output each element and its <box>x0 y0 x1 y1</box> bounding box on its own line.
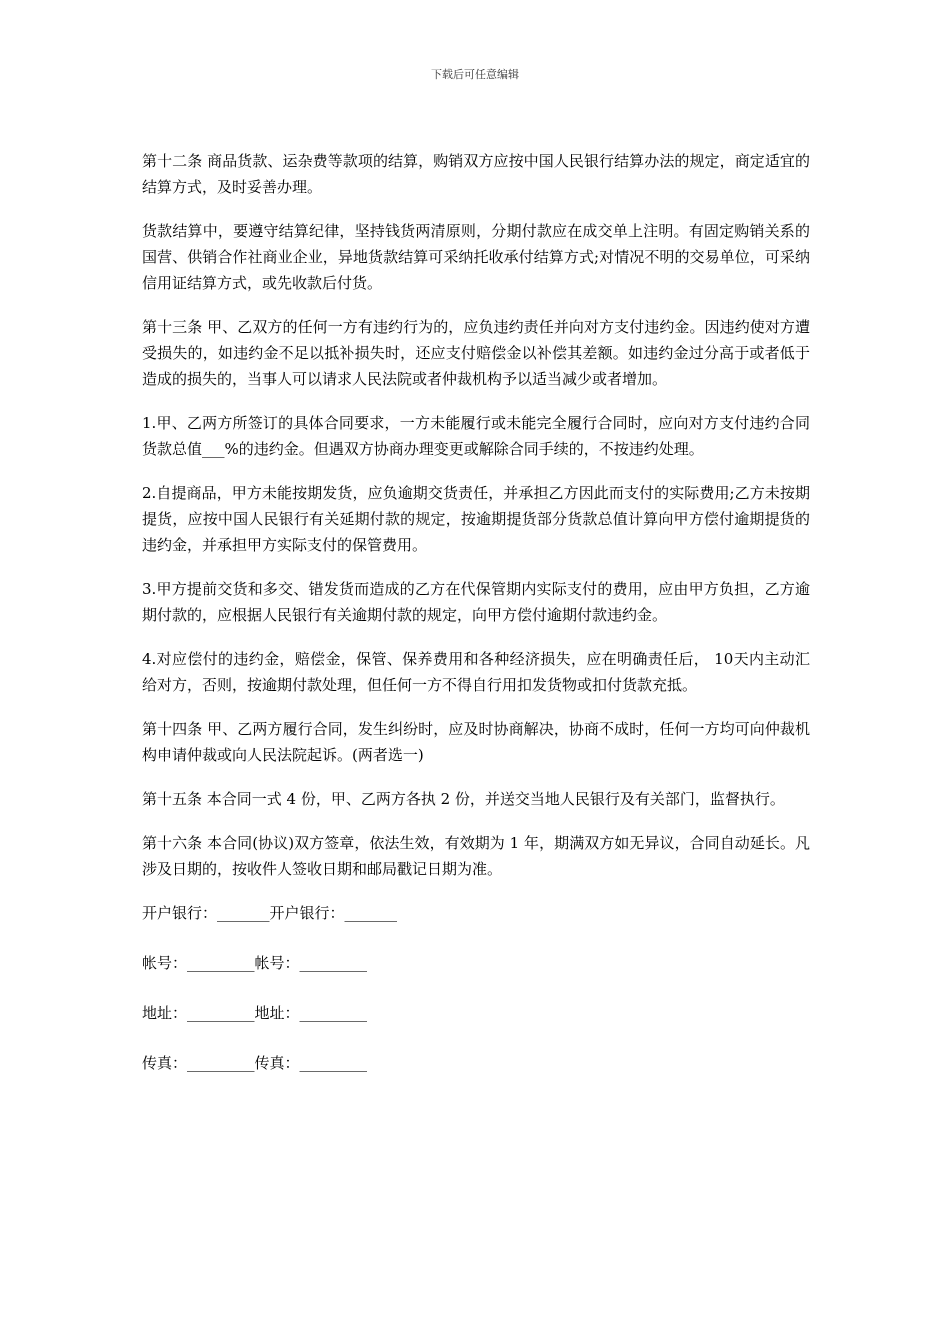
clause-15: 第十五条 本合同一式 4 份，甲、乙两方各执 2 份，并送交当地人民银行及有关部门，监督执行。 <box>142 790 785 808</box>
page-header-note: 下载后可任意编辑 <box>431 68 519 81</box>
fax-field: 传真：_________传真：_________ <box>142 1054 368 1072</box>
account-number-field: 帐号：_________帐号：_________ <box>142 954 368 972</box>
address-field: 地址：_________地址：_________ <box>142 1004 368 1022</box>
clause-13: 第十三条 甲、乙双方的任何一方有违约行为的，应负违约责任并向对方支付违约金。因违约使对方遭受损失的，如违约金不足以抵补损失时，还应支付赔偿金以补偿其差额。如违约金过分高于或者低于造成的损失的，当事人可以请求人民法院或者仲裁机构予以适当减少或者增加。 <box>142 318 810 388</box>
clause-13-item-4: 4.对应偿付的违约金，赔偿金，保管、保养费用和各种经济损失，应在明确责任后， 10天内主动汇给对方，否则，按逾期付款处理，但任何一方不得自行用扣发货物或扣付货款充抵。 <box>142 650 810 694</box>
clause-13-item-1: 1.甲、乙两方所签订的具体合同要求，一方未能履行或未能完全履行合同时，应向对方支付违约合同货款总值___%的违约金。但遇双方协商办理变更或解除合同手续的，不按违约处理。 <box>142 414 810 458</box>
clause-14: 第十四条 甲、乙两方履行合同，发生纠纷时，应及时协商解决，协商不成时，任何一方均可向仲裁机构申请仲裁或向人民法院起诉。(两者选一) <box>142 720 810 764</box>
clause-13-item-3: 3.甲方提前交货和多交、错发货而造成的乙方在代保管期内实际支付的费用，应由甲方负担，乙方逾期付款的，应根据人民银行有关逾期付款的规定，向甲方偿付逾期付款违约金。 <box>142 580 810 624</box>
payment-settlement-paragraph: 货款结算中，要遵守结算纪律，坚持钱货两清原则，分期付款应在成交单上注明。有固定购销关系的国营、供销合作社商业企业，异地货款结算可采纳托收承付结算方式;对情况不明的交易单位，可采纳信用证结算方式，或先收款后付货。 <box>142 222 810 292</box>
clause-12: 第十二条 商品货款、运杂费等款项的结算，购销双方应按中国人民银行结算办法的规定，商定适宜的结算方式，及时妥善办理。 <box>142 152 810 196</box>
contract-body <box>142 148 810 1076</box>
clause-16: 第十六条 本合同(协议)双方签章，依法生效，有效期为 1 年，期满双方如无异议，合同自动延长。凡涉及日期的，按收件人签收日期和邮局戳记日期为准。 <box>142 834 810 878</box>
clause-13-item-2: 2.自提商品，甲方未能按期发货，应负逾期交货责任，并承担乙方因此而支付的实际费用;乙方未按期提货，应按中国人民银行有关延期付款的规定，按逾期提货部分货款总值计算向甲方偿付逾期提货的违约金，并承担甲方实际支付的保管费用。 <box>142 484 810 554</box>
bank-account-field: 开户银行：_______开户银行：_______ <box>142 904 398 922</box>
